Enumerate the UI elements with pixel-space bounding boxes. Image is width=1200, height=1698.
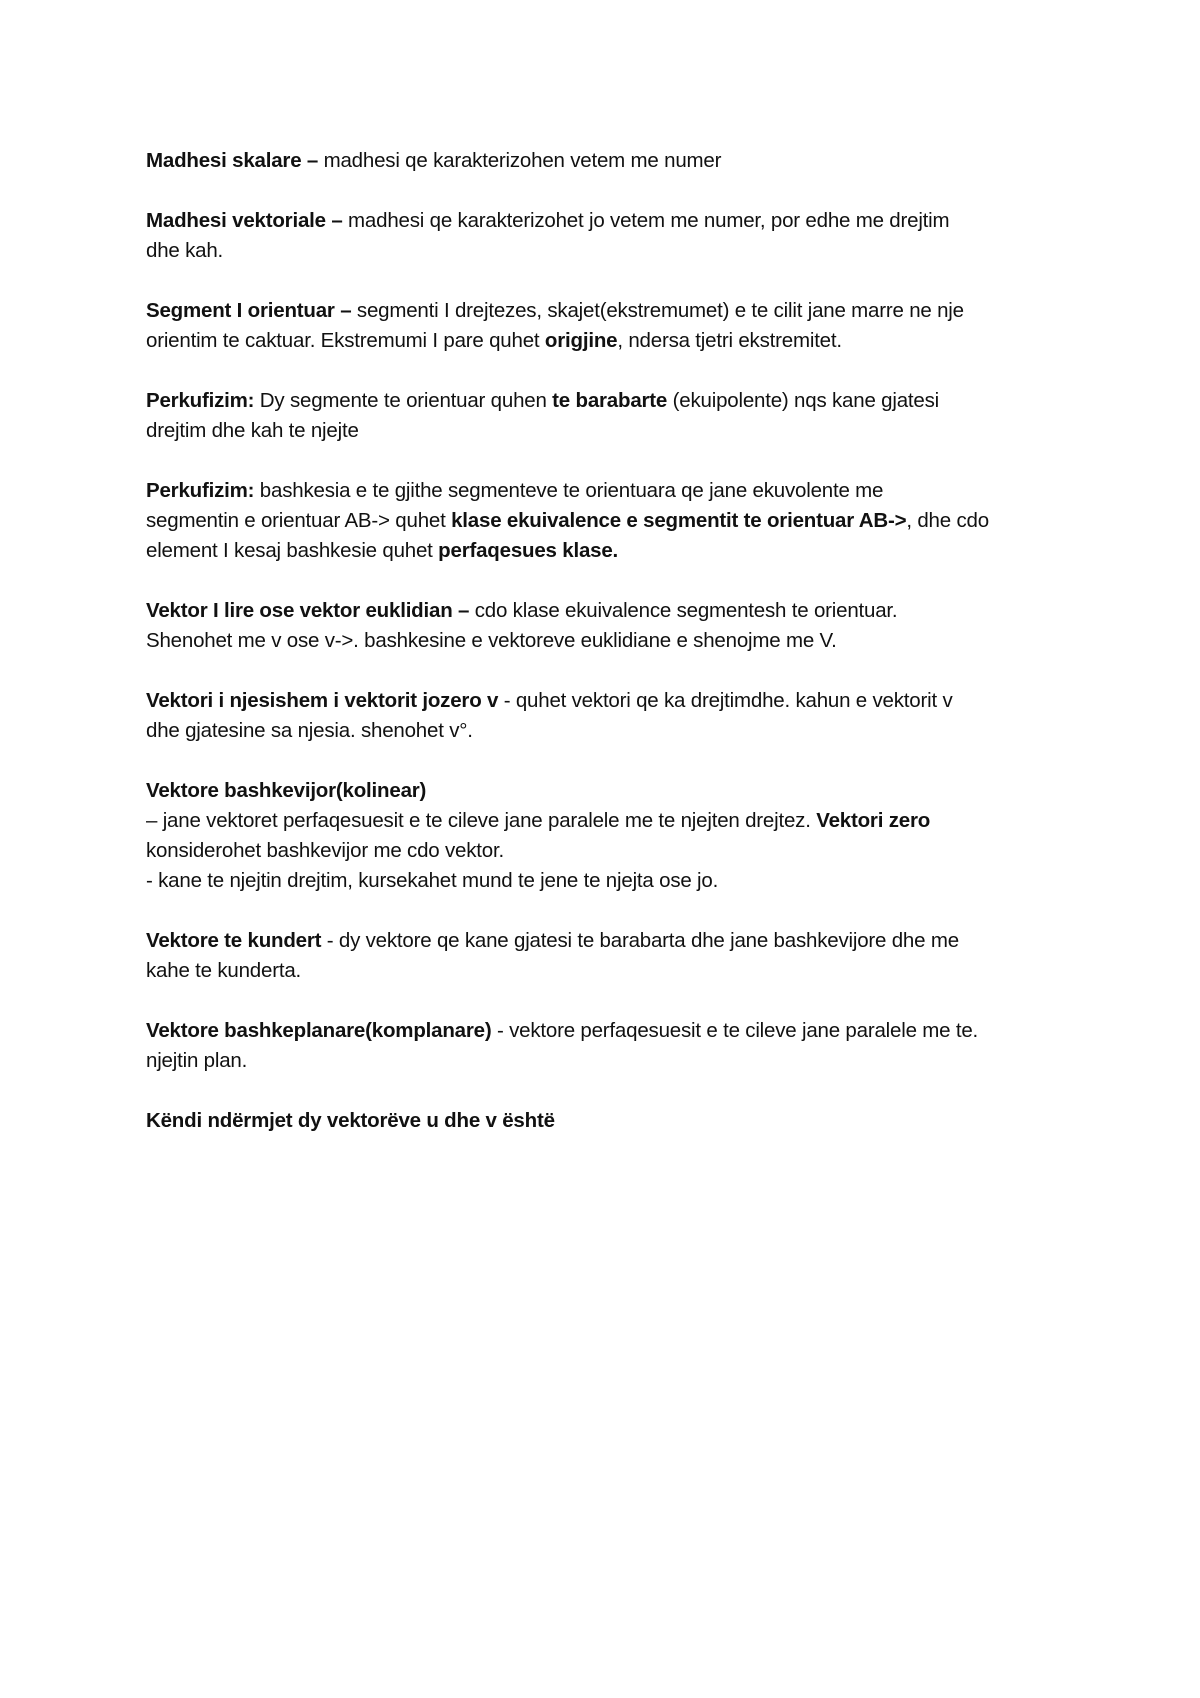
text-line	[146, 686, 1086, 716]
body-text: njejtin plan.	[146, 1049, 248, 1072]
bold-term: Vektori i njesishem i vektorit jozero v	[146, 689, 504, 712]
paragraph-opposite-vectors	[146, 926, 1086, 986]
text-line	[146, 296, 1086, 326]
paragraph-scalar-quantity	[146, 146, 1086, 176]
bold-term: klase ekuivalence e segmentit te orientuar AB->	[451, 509, 907, 532]
paragraph-free-vector	[146, 596, 1086, 656]
body-text: dhe gjatesine sa njesia. shenohet v°.	[146, 719, 473, 742]
body-text: , ndersa tjetri ekstremitet.	[617, 329, 842, 352]
body-text: konsiderohet bashkevijor me cdo vektor.	[146, 839, 504, 862]
body-text: - dy vektore qe kane gjatesi te barabarta dhe jane bashkevijore dhe me	[321, 929, 959, 952]
body-text: cdo klase ekuivalence segmentesh te orientuar.	[474, 599, 898, 622]
bold-term: Madhesi skalare –	[146, 149, 324, 172]
text-line	[146, 596, 1086, 626]
body-text: - quhet vektori qe ka drejtimdhe. kahun e vektorit v	[503, 689, 953, 712]
document-page	[146, 146, 1086, 1136]
bold-term: Vektori zero	[816, 809, 931, 832]
bold-term: Vektore bashkeplanare(komplanare)	[146, 1019, 492, 1042]
text-line	[146, 626, 1086, 656]
text-line	[146, 206, 1086, 236]
text-line	[146, 806, 1086, 836]
bold-term: Vektore bashkevijor(kolinear)	[146, 779, 427, 802]
text-line	[146, 926, 1086, 956]
paragraph-angle-between-vectors	[146, 1106, 1086, 1136]
text-line	[146, 836, 1086, 866]
body-text: segmenti I drejtezes, skajet(ekstremumet) e te cilit jane marre ne nje	[356, 299, 964, 322]
bold-term: perfaqesues klase.	[438, 539, 619, 562]
body-text: orientim te caktuar. Ekstremumi I pare quhet	[146, 329, 545, 352]
text-line	[146, 1016, 1086, 1046]
text-line	[146, 1106, 1086, 1136]
body-text: madhesi qe karakterizohet jo vetem me numer, por edhe me drejtim	[348, 209, 950, 232]
bold-term: Këndi ndërmjet dy vektorëve u dhe v është	[146, 1109, 555, 1132]
body-text: segmentin e orientuar AB-> quhet	[146, 509, 452, 532]
paragraph-vector-quantity	[146, 206, 1086, 266]
body-text: (ekuipolente) nqs kane gjatesi	[667, 389, 940, 412]
text-line	[146, 716, 1086, 746]
body-text: madhesi qe karakterizohen vetem me numer	[323, 149, 722, 172]
bold-term: Vektor I lire ose vektor euklidian –	[146, 599, 475, 622]
paragraph-coplanar-vectors	[146, 1016, 1086, 1076]
body-text: bashkesia e te gjithe segmenteve te orientuara qe jane ekuvolente me	[259, 479, 884, 502]
text-line	[146, 416, 1086, 446]
paragraph-definition-equivalence-class	[146, 476, 1086, 566]
body-text: – jane vektoret perfaqesuesit e te cileve jane paralele me te njejten drejtez.	[146, 809, 817, 832]
body-text: - kane te njejtin drejtim, kursekahet mund te jene te njejta ose jo.	[146, 869, 719, 892]
bold-term: Madhesi vektoriale –	[146, 209, 349, 232]
body-text: element I kesaj bashkesie quhet	[146, 539, 439, 562]
text-line	[146, 386, 1086, 416]
text-line	[146, 146, 1086, 176]
text-line	[146, 476, 1086, 506]
text-line	[146, 326, 1086, 356]
body-text: kahe te kunderta.	[146, 959, 302, 982]
text-line	[146, 956, 1086, 986]
text-line	[146, 866, 1086, 896]
paragraph-collinear-vectors	[146, 776, 1086, 896]
body-text: Shenohet me v ose v->. bashkesine e vektoreve euklidiane e shenojme me V.	[146, 629, 837, 652]
bold-term: te barabarte	[552, 389, 668, 412]
bold-term: Segment I orientuar –	[146, 299, 357, 322]
text-line	[146, 1046, 1086, 1076]
body-text: - vektore perfaqesuesit e te cileve jane paralele me te.	[491, 1019, 979, 1042]
body-text: dhe kah.	[146, 239, 224, 262]
body-text: , dhe cdo	[906, 509, 989, 532]
bold-term: origjine	[544, 329, 618, 352]
text-line	[146, 776, 1086, 806]
body-text: drejtim dhe kah te njejte	[146, 419, 359, 442]
bold-term: Perkufizim:	[146, 479, 260, 502]
paragraph-oriented-segment	[146, 296, 1086, 356]
text-line	[146, 536, 1086, 566]
text-line	[146, 236, 1086, 266]
bold-term: Vektore te kundert	[146, 929, 322, 952]
bold-term: Perkufizim:	[146, 389, 260, 412]
text-line	[146, 506, 1086, 536]
paragraph-definition-equal-segments	[146, 386, 1086, 446]
body-text: Dy segmente te orientuar quhen	[259, 389, 553, 412]
paragraph-unit-vector	[146, 686, 1086, 746]
